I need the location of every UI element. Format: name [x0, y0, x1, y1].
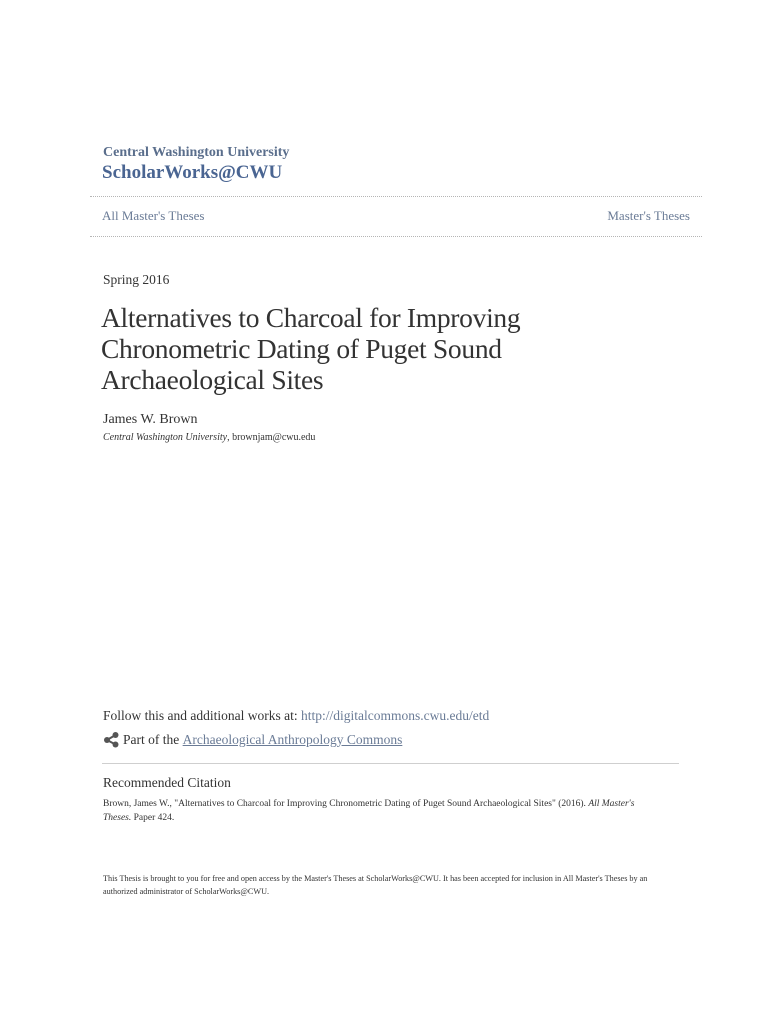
follow-line: [103, 708, 489, 724]
follow-label: Follow this and additional works at:: [103, 708, 301, 723]
part-of-line: [103, 731, 402, 748]
author-email[interactable]: , brownjam@cwu.edu: [227, 432, 316, 443]
breadcrumb-masters-theses[interactable]: Master's Theses: [607, 208, 690, 223]
publication-date: Spring 2016: [103, 272, 170, 287]
citation-series: All Master's Theses.: [103, 799, 635, 823]
affiliation-name: Central Washington University: [103, 432, 228, 443]
header-divider-top: [90, 196, 702, 197]
author-affiliation: [103, 432, 315, 443]
document-title: Alternatives to Charcoal for Improving Chronometric Dating of Puget Sound Archaeological Sites: [101, 302, 521, 395]
part-of-label: Part of the: [123, 731, 183, 747]
citation-heading: Recommended Citation: [103, 775, 231, 790]
access-notice: This Thesis is brought to you for free and open access by the Master's Theses at ScholarWorks@CWU. It has been accepted for inclusion in All Master's Theses by an authorized administrator of ScholarWorks@CWU.: [103, 874, 648, 896]
commons-link[interactable]: Archaeological Anthropology Commons: [182, 731, 403, 747]
repository-link[interactable]: ScholarWorks@CWU: [102, 162, 283, 183]
institution-name: Central Washington University: [103, 145, 290, 160]
citation-text: [103, 797, 663, 825]
share-icon: [103, 731, 120, 748]
etd-link[interactable]: http://digitalcommons.cwu.edu/etd: [301, 708, 490, 723]
breadcrumb-all-theses[interactable]: All Master's Theses: [102, 208, 205, 223]
header-divider-bottom: [90, 236, 702, 237]
citation-paper: Paper 424.: [131, 813, 175, 823]
citation-divider: [102, 763, 679, 764]
citation-body: Brown, James W., "Alternatives to Charcoal for Improving Chronometric Dating of Puget Sound Archaeological Sites" (2016).: [103, 799, 589, 809]
author-name: James W. Brown: [103, 412, 198, 427]
